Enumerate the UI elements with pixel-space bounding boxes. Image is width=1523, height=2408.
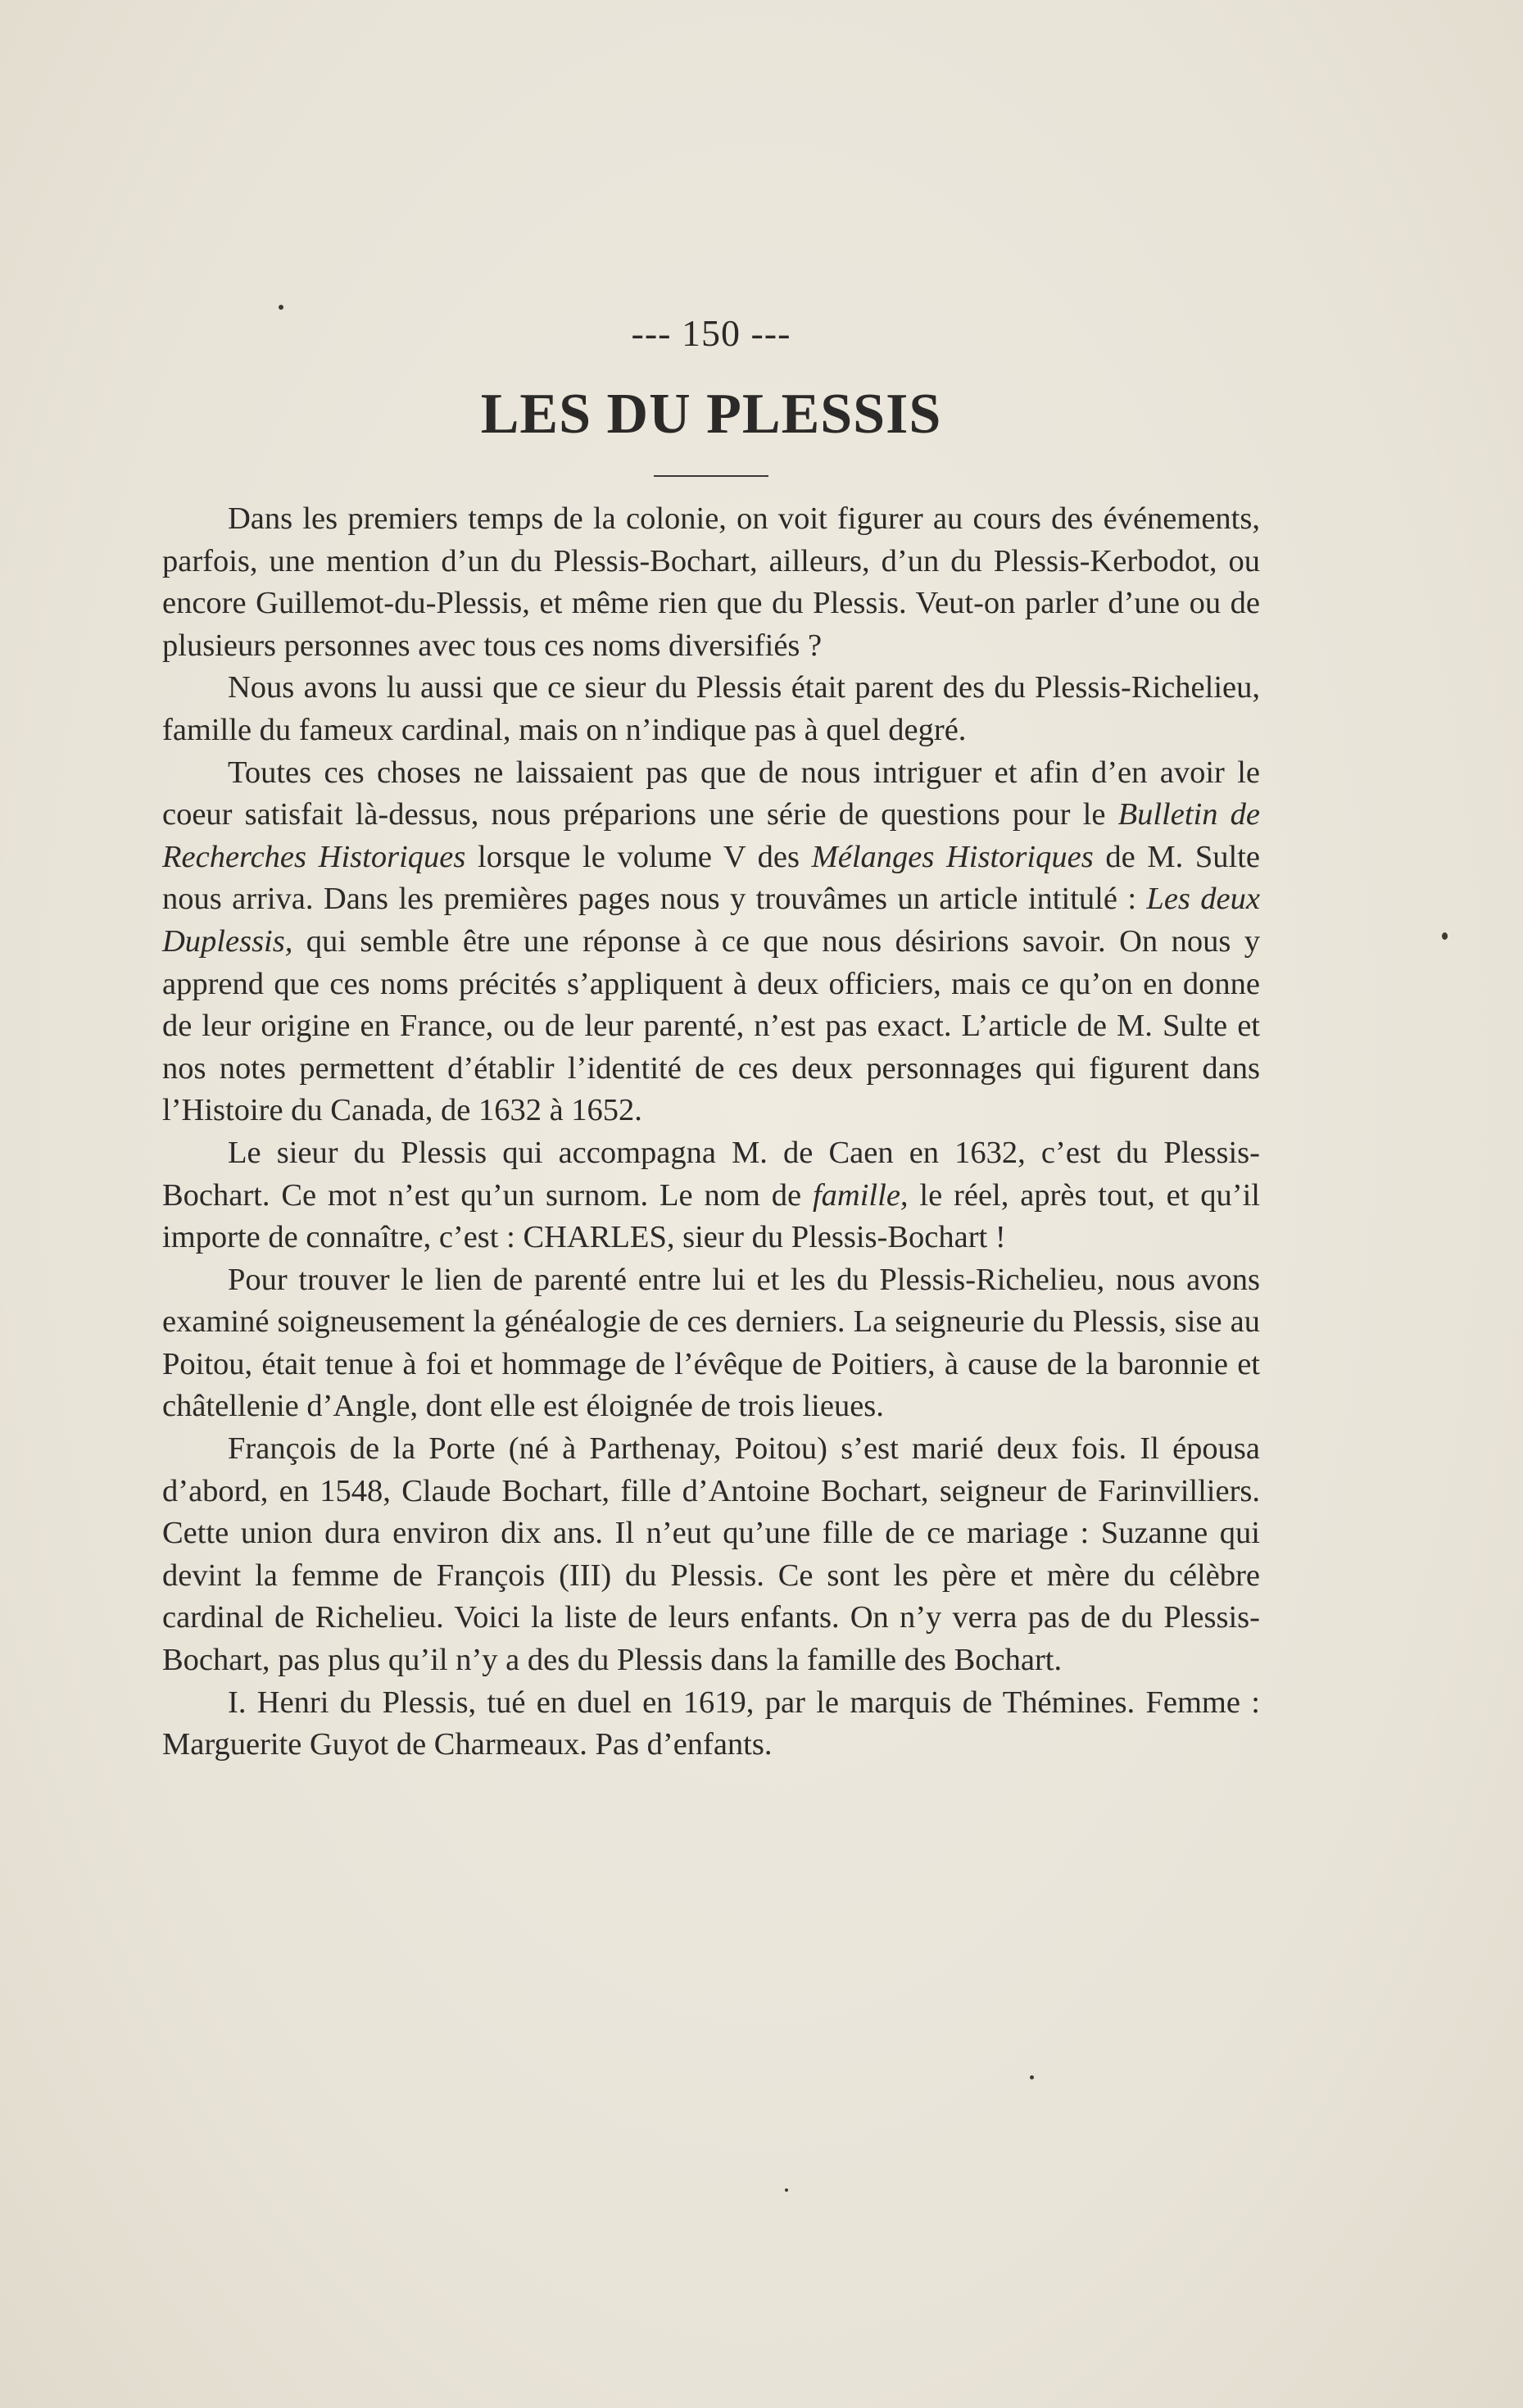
paragraph (162, 752, 1260, 1132)
paragraph (162, 1682, 1260, 1766)
ink-speck (785, 2188, 788, 2192)
paragraph-text: lorsque le volume V des (465, 839, 812, 874)
paragraph (162, 1132, 1260, 1259)
paragraph-text: Toutes ces choses ne laissaient pas que de nous intriguer et afin d’en avoir le coeur satisfait là-dessus, nous préparions une série de questions pour le (162, 755, 1260, 832)
paragraph-text: I. Henri du Plessis, tué en duel en 1619, par le marquis de Thémines. Femme : Marguerite Guyot de Charmeaux. Pas d’enfants. (162, 1685, 1260, 1762)
paragraph-text: Dans les premiers temps de la colonie, on voit figurer au cours des événements, parfois, une mention d’un du Plessis-Bochart, ailleurs, d’un du Plessis-Kerbodot, ou encore Guillemot-du-Plessis, et même rien que du Plessis. Veut-on parler d’une ou de plusieurs personnes avec tous ces noms diversifiés ? (162, 501, 1260, 663)
paragraph-text: le réel, après tout, et qu’il importe de connaître, c’est : CHARLES, sieur du Plessis-Bochart ! (162, 1177, 1260, 1255)
paragraph-text: de M. Sulte nous arriva. Dans les premières pages nous y trouvâmes un article intitulé : (162, 839, 1261, 917)
ink-speck (1442, 932, 1448, 940)
chapter-title: LES DU PLESSIS (480, 383, 942, 446)
body-text (162, 498, 1260, 1766)
paragraph (162, 498, 1260, 667)
page-number: --- 150 --- (631, 312, 791, 354)
italic-text: Bulletin de Recherches Historiques (162, 797, 1260, 874)
ink-speck (279, 305, 283, 310)
paragraph (162, 1259, 1260, 1428)
page-content (162, 311, 1260, 1766)
paragraph-text: Pour trouver le lien de parenté entre lui et les du Plessis-Richelieu, nous avons examiné soigneusement la généalogie de ces derniers. La seigneurie du Plessis, sise au Poitou, était tenue à foi et hommage de l’évêque de Poitiers, à cause de la baronnie et châtellenie d’Angle, dont elle est éloignée de trois lieues. (162, 1262, 1260, 1424)
paragraph-text: François de la Porte (né à Parthenay, Poitou) s’est marié deux fois. Il épousa d’abord, en 1548, Claude Bochart, fille d’Antoine Bochart, seigneur de Farinvilliers. Cette union dura environ dix ans. Il n’eut qu’une fille de ce mariage : Suzanne qui devint la femme de François (III) du Plessis. Ce sont les père et mère du célèbre cardinal de Richelieu. Voici la liste de leurs enfants. On n’y verra pas de du Plessis-Bochart, pas plus qu’il n’y a des du Plessis dans la famille des Bochart. (162, 1431, 1260, 1678)
paragraph (162, 667, 1260, 751)
paragraph (162, 1428, 1260, 1682)
ink-speck (1030, 2075, 1034, 2079)
italic-text: famille, (812, 1177, 909, 1213)
italic-text: Mélanges Historiques (811, 839, 1094, 874)
paragraph-text: Le sieur du Plessis qui accompagna M. de Caen en 1632, c’est du Plessis-Bochart. Ce mot n’est qu’un surnom. Le nom de (162, 1135, 1260, 1213)
paragraph-text: qui semble être une réponse à ce que nous désirions savoir. On nous y apprend que ces noms précités s’appliquent à deux officiers, mais ce qu’on en donne de leur origine en France, ou de leur parenté, n’est pas exact. L’article de M. Sulte et nos notes permettent d’établir l’identité de ces deux personnages qui figurent dans l’Histoire du Canada, de 1632 à 1652. (162, 923, 1260, 1128)
italic-text: Les deux Duplessis, (162, 882, 1260, 959)
paragraph-text: Nous avons lu aussi que ce sieur du Plessis était parent des du Plessis-Richelieu, famille du fameux cardinal, mais on n’indique pas à quel degré. (162, 670, 1260, 747)
title-rule (654, 475, 768, 477)
